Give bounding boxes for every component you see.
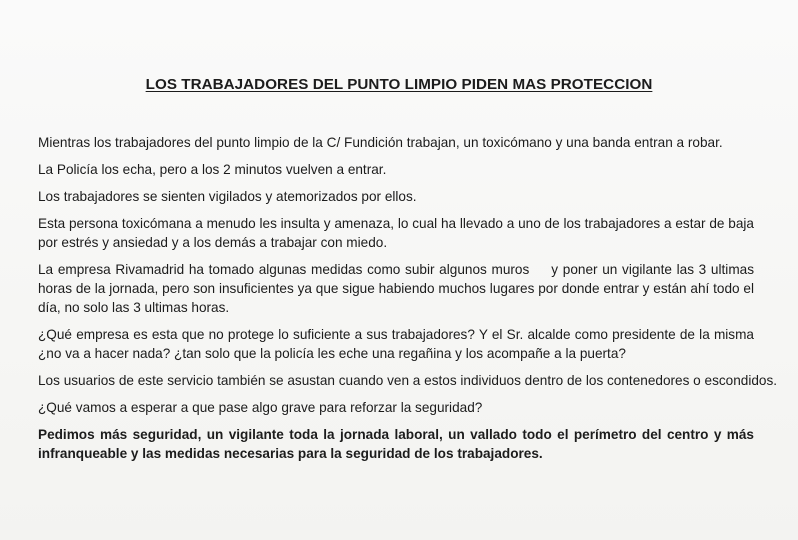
paragraph-demands: Pedimos más seguridad, un vigilante toda la jornada laboral, un vallado todo el perímetro del centro y más infranqueable y las medidas necesarias para la seguridad de los trabajadores. (38, 427, 754, 461)
paragraph-questions-mayor: ¿Qué empresa es esta que no protege lo suficiente a sus trabajadores? Y el Sr. alcalde como presidente de la misma ¿no va a hacer nada? ¿tan solo que la policía les eche una regañina y los acompañe a la puerta? (38, 327, 754, 361)
document-body (38, 133, 778, 471)
paragraph-robbery: Mientras los trabajadores del punto limpio de la C/ Fundición trabajan, un toxicómano y una banda entran a robar. (38, 135, 723, 150)
paragraph-question-wait: ¿Qué vamos a esperar a que pase algo grave para reforzar la seguridad? (38, 400, 483, 415)
company-measures-part-1: La empresa Rivamadrid ha tomado algunas medidas como subir algunos muros (38, 262, 530, 277)
document-title: LOS TRABAJADORES DEL PUNTO LIMPIO PIDEN MAS PROTECCION (145, 76, 653, 93)
paragraph-company-measures (38, 260, 754, 317)
paragraph-users-scared: Los usuarios de este servicio también se asustan cuando ven a estos individuos dentro de los contenedores o escondidos. (38, 373, 778, 388)
company-measures-part-2: y poner un vigilante las 3 ultimas horas de la jornada, pero son insuficientes ya que sigue habiendo muchos lugares por donde entrar y están ahí todo el día, no solo las 3 ultimas horas. (38, 262, 754, 315)
paragraph-police: La Policía los echa, pero a los 2 minutos vuelven a entrar. (38, 162, 387, 177)
paragraph-insults: Esta persona toxicómana a menudo les insulta y amenaza, lo cual ha llevado a uno de los trabajadores a estar de baja por estrés y ansiedad y a los demás a trabajar con miedo. (38, 216, 754, 250)
paragraph-workers-feelings: Los trabajadores se sienten vigilados y atemorizados por ellos. (38, 189, 417, 204)
